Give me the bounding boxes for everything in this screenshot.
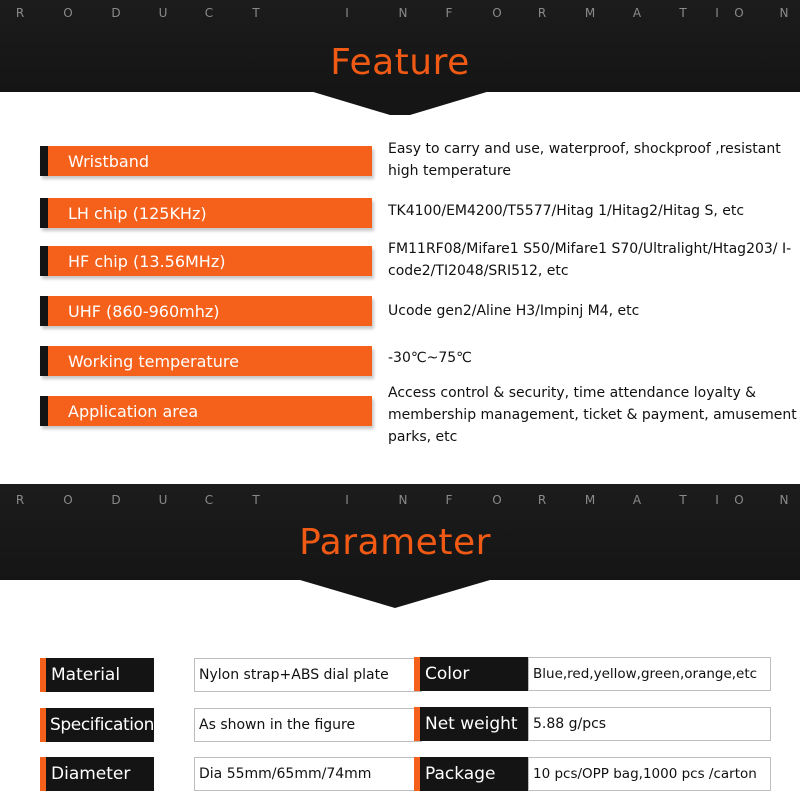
param-value: As shown in the figure: [194, 708, 422, 742]
banner-letter: O: [63, 493, 73, 507]
banner-letter: T: [679, 6, 687, 20]
banner-letter: T: [252, 493, 260, 507]
banner-letter: I: [715, 6, 719, 20]
banner-letter: N: [779, 493, 789, 507]
feature-value: -30℃~75℃: [388, 350, 472, 366]
param-value: 10 pcs/OPP bag,1000 pcs /carton: [528, 757, 771, 791]
banner-letter: N: [779, 6, 789, 20]
banner-letter: O: [63, 6, 73, 20]
feature-banner: [0, 0, 800, 115]
banner-letter: T: [679, 493, 687, 507]
banner-letter: O: [492, 493, 502, 507]
banner-letter: F: [445, 6, 453, 20]
feature-label: Working temperature: [68, 352, 239, 371]
param-value: 5.88 g/pcs: [528, 707, 771, 741]
banner-letter: R: [537, 6, 547, 20]
feature-label: UHF (860-960mhz): [68, 302, 220, 321]
param-key: Specification: [40, 708, 154, 742]
parameter-title: Parameter: [299, 522, 491, 563]
feature-label-tab: [40, 346, 372, 376]
feature-value: TK4100/EM4200/T5577/Hitag 1/Hitag2/Hitag S, etc: [388, 203, 745, 219]
feature-title: Feature: [330, 42, 470, 83]
banner-letter: R: [15, 493, 25, 507]
feature-value: Access control & security, time attendance loyalty & membership management, ticket & payment, amusement parks, etc: [388, 385, 797, 445]
feature-label-tab: [40, 396, 372, 426]
param-key: Material: [40, 658, 154, 692]
banner-letter: I: [345, 6, 349, 20]
param-key: Net weight: [414, 707, 528, 741]
feature-label: Application area: [68, 402, 199, 421]
banner-letter: F: [445, 493, 453, 507]
banner-letter: N: [398, 6, 408, 20]
param-key: Color: [414, 657, 528, 691]
banner-letter: C: [204, 493, 214, 507]
feature-label-tab: [40, 296, 372, 326]
parameter-banner: [0, 484, 800, 608]
feature-banner-letters: [0, 6, 800, 20]
banner-letter: M: [584, 6, 596, 20]
param-value: Dia 55mm/65mm/74mm: [194, 757, 422, 791]
banner-letter: U: [158, 493, 168, 507]
banner-letter: O: [734, 493, 744, 507]
param-value: Nylon strap+ABS dial plate: [194, 658, 422, 692]
param-value: Blue,red,yellow,green,orange,etc: [528, 657, 771, 691]
banner-letter: A: [632, 6, 642, 20]
banner-letter: D: [111, 6, 121, 20]
banner-letter: R: [15, 6, 25, 20]
feature-label: LH chip (125KHz): [68, 204, 207, 223]
param-key: Package: [414, 757, 528, 791]
feature-label: HF chip (13.56MHz): [68, 252, 226, 271]
banner-letter: I: [345, 493, 349, 507]
parameter-banner-letters: [0, 493, 800, 507]
feature-label-tab: [40, 246, 372, 276]
banner-letter: O: [734, 6, 744, 20]
banner-letter: A: [632, 493, 642, 507]
feature-label: Wristband: [68, 152, 149, 171]
banner-letter: O: [492, 6, 502, 20]
banner-letter: D: [111, 493, 121, 507]
param-key: Diameter: [40, 757, 154, 791]
banner-letter: N: [398, 493, 408, 507]
banner-letter: C: [204, 6, 214, 20]
feature-value: FM11RF08/Mifare1 S50/Mifare1 S70/Ultralight/Htag203/ I-code2/TI2048/SRI512, etc: [388, 241, 792, 279]
banner-letter: T: [252, 6, 260, 20]
feature-value: Easy to carry and use, waterproof, shockproof ,resistant high temperature: [388, 141, 781, 179]
banner-letter: R: [537, 493, 547, 507]
feature-label-tab: [40, 146, 372, 176]
banner-letter: M: [584, 493, 596, 507]
feature-label-tab: [40, 198, 372, 228]
feature-value: Ucode gen2/Aline H3/Impinj M4, etc: [388, 303, 640, 319]
banner-letter: I: [715, 493, 719, 507]
banner-letter: U: [158, 6, 168, 20]
